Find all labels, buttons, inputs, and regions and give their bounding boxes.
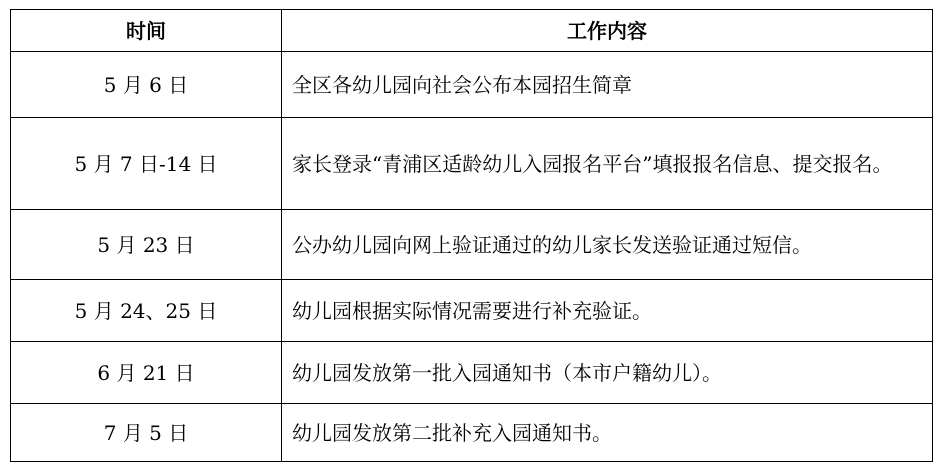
table-row [11, 404, 933, 462]
header-content: 工作内容 [282, 10, 933, 52]
header-time: 时间 [11, 10, 282, 52]
table-header-row [11, 10, 933, 52]
table-row [11, 342, 933, 404]
row-time: 7 月 5 日 [11, 404, 282, 462]
table-row [11, 52, 933, 118]
row-time: 5 月 7 日-14 日 [11, 118, 282, 210]
row-content: 幼儿园根据实际情况需要进行补充验证。 [282, 280, 933, 342]
row-content: 公办幼儿园向网上验证通过的幼儿家长发送验证通过短信。 [282, 210, 933, 280]
row-content: 家长登录“青浦区适龄幼儿入园报名平台”填报报名信息、提交报名。 [282, 118, 933, 210]
table-row [11, 210, 933, 280]
enrollment-schedule-table [10, 9, 933, 462]
row-time: 5 月 6 日 [11, 52, 282, 118]
row-content: 幼儿园发放第二批补充入园通知书。 [282, 404, 933, 462]
row-time: 5 月 23 日 [11, 210, 282, 280]
row-content: 全区各幼儿园向社会公布本园招生简章 [282, 52, 933, 118]
row-time: 6 月 21 日 [11, 342, 282, 404]
table-row [11, 118, 933, 210]
row-time: 5 月 24、25 日 [11, 280, 282, 342]
row-content: 幼儿园发放第一批入园通知书（本市户籍幼儿）。 [282, 342, 933, 404]
table-row [11, 280, 933, 342]
